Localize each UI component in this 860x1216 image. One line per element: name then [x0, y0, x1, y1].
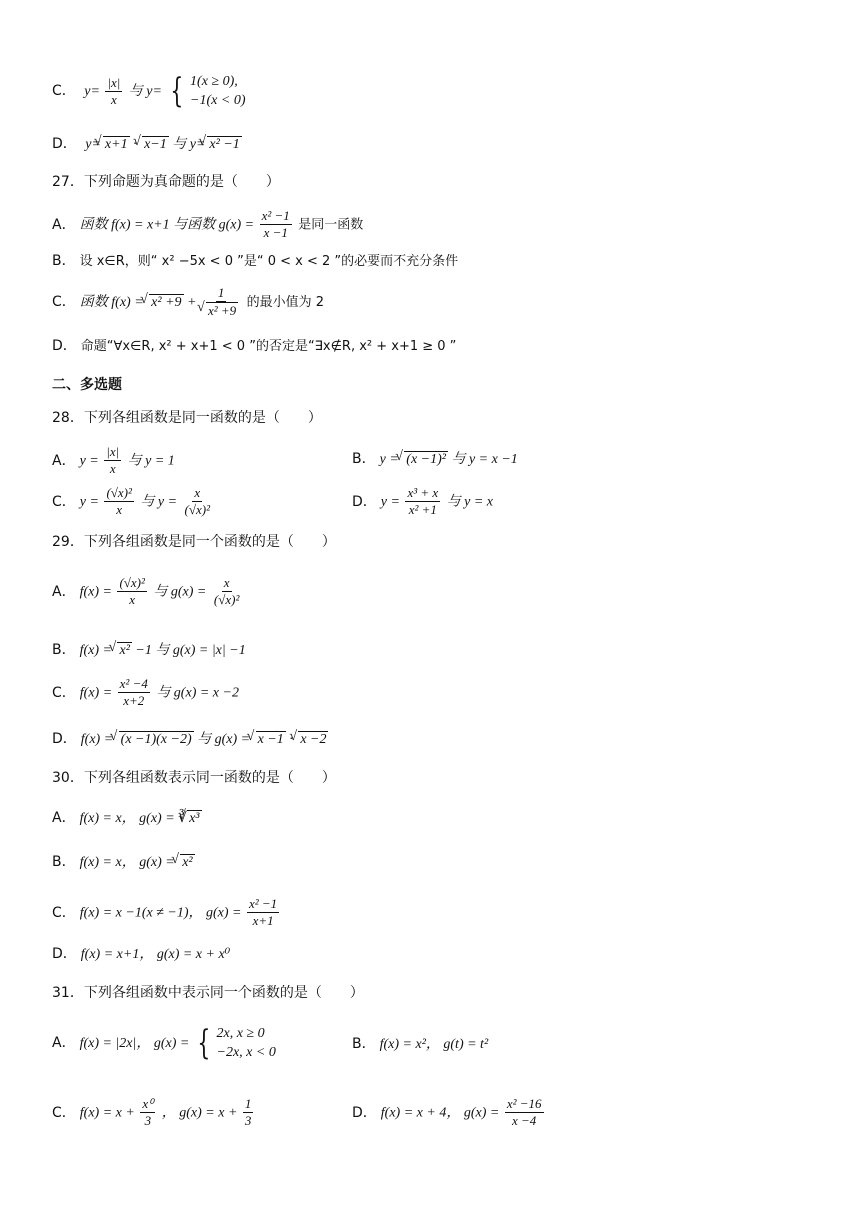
piecewise: { 1(x ≥ 0), −1(x < 0): [170, 71, 246, 111]
option-31-b: B． f(x) = x²， g(t) = t²: [352, 1036, 489, 1052]
option-27-a: A． 函数 f(x) = x+1 与函数 g(x) = $\frac{\text{x² −1}}{x -1}$ 是同一函数: [52, 208, 364, 240]
option-28-a: A． y = $\frac{|x|}{x}$ 与 y = 1: [52, 444, 175, 476]
option-26-d: D． y=√ x+1 · √ x−1 与 y=√ x² −1: [52, 134, 242, 155]
option-27-c: C． 函数 f(x) = √ x² +9 + 1 √ x² +9 的最小值为 2: [52, 285, 324, 319]
question-31-stem: 31．下列各组函数中表示同一个函数的是（ ）: [52, 985, 364, 1001]
option-28-d: D． y = $\frac{\text{x³ + x}}{\text{x² +1}}$ 与 y = x: [352, 485, 493, 517]
option-31-d: D． f(x) = x + 4， g(x) = $\frac{\text{x² −16}}{x -4}$: [352, 1096, 542, 1128]
option-30-a: A． f(x) = x， g(x) = ∛√ x³: [52, 808, 202, 829]
question-27-stem: 27．下列命题为真命题的是（ ）: [52, 174, 280, 190]
option-31-a: A． f(x) = |2x|， g(x) = { 2x, x ≥ 0 −2x, x < 0: [52, 1023, 276, 1063]
option-27-d: D． 命题“∀x∈R, x² + x+1 < 0 ”的否定是“∃x∉R, x² + x+1 ≥ 0 ”: [52, 338, 457, 354]
question-30-stem: 30．下列各组函数表示同一函数的是（ ）: [52, 770, 336, 786]
option-31-c: C． f(x) = x + $\frac{\text{x⁰}}{3}$ ， g(x) = x + $\frac{1}{3}$: [52, 1096, 252, 1128]
option-30-d: D． f(x) = x+1， g(x) = x + x⁰: [52, 946, 231, 962]
question-28-stem: 28．下列各组函数是同一函数的是（ ）: [52, 410, 322, 426]
option-label: C．: [52, 83, 76, 99]
question-29-stem: 29．下列各组函数是同一个函数的是（ ）: [52, 534, 336, 550]
option-30-b: B． f(x) = x， g(x) = √ x²: [52, 852, 195, 873]
section-heading: 二、多选题: [52, 377, 122, 393]
option-29-a: A． f(x) = $\frac{\text{(√x)²}}{x}$ 与 g(x) = $\frac{x}{\text{(√x)²}}$: [52, 575, 240, 607]
option-29-b: B． f(x) = √ x² −1 与 g(x) = |x| −1: [52, 640, 246, 661]
option-28-b: B． y = √ (x −1)² 与 y = x −1: [352, 449, 518, 470]
option-29-c: C． f(x) = $\frac{\text{x² −4}}{x+2}$ 与 g(x) = x −2: [52, 676, 239, 708]
option-30-c: C． f(x) = x −1(x ≠ −1)， g(x) = $\frac{\text{x² −1}}{x+1}$: [52, 896, 278, 928]
option-27-b: B． 设 x∈R，则“ x² −5x < 0 ”是“ 0 < x < 2 ”的必要而不充分条件: [52, 253, 459, 269]
option-26-c: C． y= $\frac{|x|}{x}$ 与 y= { 1(x ≥ 0), −1(x < 0): [52, 71, 246, 111]
option-28-c: C． y = $\frac{\text{(√x)²}}{x}$ 与 y = $\frac{x}{\text{(√x)²}}$: [52, 485, 211, 517]
fraction: $\frac{|x|}{x}$: [107, 74, 121, 107]
option-29-d: D． f(x) = √ (x −1)(x −2) 与 g(x) = √ x −1 · √ x −2: [52, 729, 328, 750]
